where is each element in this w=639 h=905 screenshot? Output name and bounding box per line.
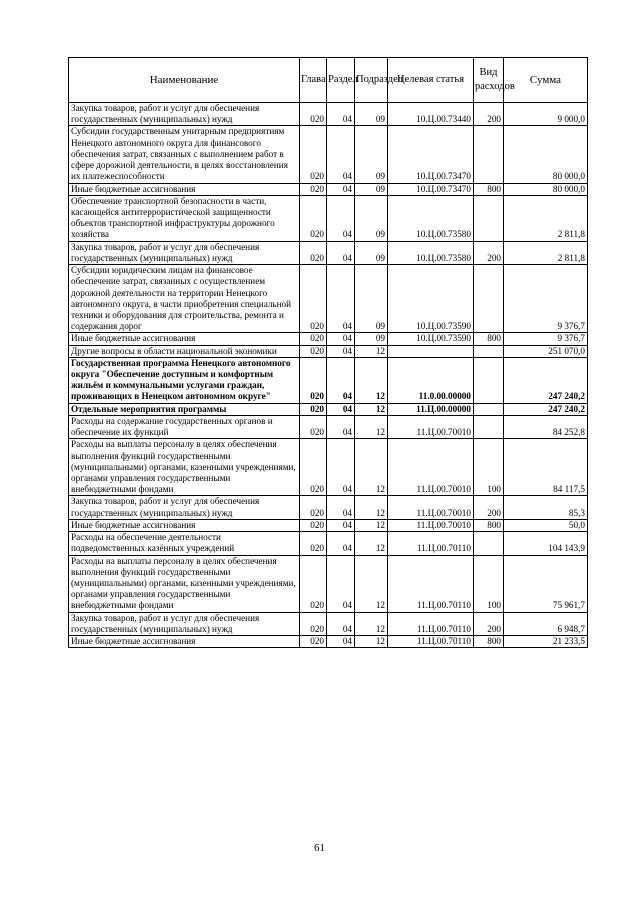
- cell-sum: 50,0: [504, 519, 588, 531]
- cell-sum: 21 233,5: [504, 636, 588, 648]
- cell-expense-type: [474, 126, 504, 183]
- cell-name: Закупка товаров, работ и услуг для обеспечения государственных (муниципальных) нужд: [69, 241, 300, 264]
- cell-expense-type: 800: [474, 636, 504, 648]
- cell-sum: 84 252,8: [504, 415, 588, 438]
- cell-chapter: 020: [300, 195, 327, 241]
- cell-sum: 85,3: [504, 496, 588, 519]
- cell-sum: 9 376,7: [504, 265, 588, 333]
- cell-name: Государственная программа Ненецкого автономного округа "Обеспечение доступным и комфортным жильём и коммунальными услугами граждан, проживающих в Ненецком автономном округе": [69, 357, 300, 403]
- cell-name: Закупка товаров, работ и услуг для обеспечения государственных (муниципальных) нужд: [69, 496, 300, 519]
- cell-name: Иные бюджетные ассигнования: [69, 636, 300, 648]
- table-row: [69, 403, 588, 415]
- cell-target: [388, 345, 474, 357]
- cell-chapter: 020: [300, 415, 327, 438]
- cell-chapter: 020: [300, 126, 327, 183]
- cell-target: 11.Ц.00.70010: [388, 496, 474, 519]
- cell-target: 10.Ц.00.73590: [388, 333, 474, 345]
- table-row: [69, 519, 588, 531]
- cell-chapter: 020: [300, 519, 327, 531]
- cell-expense-type: 200: [474, 103, 504, 126]
- cell-sum: 104 143,9: [504, 532, 588, 555]
- cell-section: 04: [327, 439, 355, 496]
- cell-expense-type: 200: [474, 241, 504, 264]
- cell-sum: 75 961,7: [504, 555, 588, 612]
- cell-chapter: 020: [300, 265, 327, 333]
- cell-subsection: 09: [355, 241, 388, 264]
- cell-target: 11.Ц.00.70110: [388, 612, 474, 635]
- cell-expense-type: [474, 532, 504, 555]
- table-row: [69, 195, 588, 241]
- cell-section: 04: [327, 636, 355, 648]
- cell-subsection: 12: [355, 555, 388, 612]
- cell-sum: 80 000,0: [504, 126, 588, 183]
- cell-sum: 2 811,8: [504, 241, 588, 264]
- cell-section: 04: [327, 103, 355, 126]
- cell-target: 11.0.00.00000: [388, 357, 474, 403]
- cell-section: 04: [327, 126, 355, 183]
- header-chapter: Глава: [300, 58, 327, 103]
- cell-target: 10.Ц.00.73470: [388, 126, 474, 183]
- table-header-row: [69, 58, 588, 103]
- cell-section: 04: [327, 532, 355, 555]
- cell-chapter: 020: [300, 403, 327, 415]
- cell-chapter: 020: [300, 636, 327, 648]
- cell-expense-type: 800: [474, 519, 504, 531]
- cell-name: Субсидии государственным унитарным предприятиям Ненецкого автономного округа для финансового обеспечения затрат, связанных с выполнением работ в сфере дорожной деятельности, в целях восстановления их платежеспособности: [69, 126, 300, 183]
- cell-target: 11.Ц.00.70010: [388, 415, 474, 438]
- table-row: [69, 496, 588, 519]
- header-sum: Сумма: [504, 58, 588, 103]
- cell-sum: 9 000,0: [504, 103, 588, 126]
- cell-subsection: 09: [355, 183, 388, 195]
- cell-expense-type: 200: [474, 496, 504, 519]
- cell-chapter: 020: [300, 496, 327, 519]
- table-row: [69, 636, 588, 648]
- cell-section: 04: [327, 265, 355, 333]
- cell-name: Закупка товаров, работ и услуг для обеспечения государственных (муниципальных) нужд: [69, 103, 300, 126]
- table-row: [69, 555, 588, 612]
- cell-subsection: 12: [355, 357, 388, 403]
- cell-subsection: 12: [355, 612, 388, 635]
- cell-sum: 9 376,7: [504, 333, 588, 345]
- table-row: [69, 439, 588, 496]
- table-row: [69, 345, 588, 357]
- cell-expense-type: [474, 345, 504, 357]
- cell-sum: 247 240,2: [504, 403, 588, 415]
- cell-name: Закупка товаров, работ и услуг для обеспечения государственных (муниципальных) нужд: [69, 612, 300, 635]
- cell-subsection: 09: [355, 265, 388, 333]
- header-expense-type: Вид расходов: [474, 58, 504, 103]
- cell-subsection: 09: [355, 103, 388, 126]
- cell-name: Иные бюджетные ассигнования: [69, 333, 300, 345]
- cell-expense-type: 800: [474, 333, 504, 345]
- table-row: [69, 103, 588, 126]
- cell-target: 10.Ц.00.73580: [388, 195, 474, 241]
- cell-expense-type: [474, 195, 504, 241]
- cell-chapter: 020: [300, 345, 327, 357]
- header-name: Наименование: [69, 58, 300, 103]
- cell-chapter: 020: [300, 241, 327, 264]
- cell-name: Другие вопросы в области национальной экономики: [69, 345, 300, 357]
- cell-target: 11.Ц.00.70110: [388, 555, 474, 612]
- cell-expense-type: [474, 403, 504, 415]
- page-number: 61: [314, 842, 325, 854]
- cell-sum: 80 000,0: [504, 183, 588, 195]
- cell-name: Иные бюджетные ассигнования: [69, 183, 300, 195]
- table-body: [69, 103, 588, 648]
- cell-sum: 251 070,0: [504, 345, 588, 357]
- cell-expense-type: [474, 357, 504, 403]
- cell-subsection: 12: [355, 403, 388, 415]
- table-row: [69, 126, 588, 183]
- cell-chapter: 020: [300, 532, 327, 555]
- cell-expense-type: 100: [474, 439, 504, 496]
- cell-subsection: 12: [355, 345, 388, 357]
- cell-section: 04: [327, 555, 355, 612]
- table-row: [69, 333, 588, 345]
- cell-name: Отдельные мероприятия программы: [69, 403, 300, 415]
- cell-subsection: 12: [355, 439, 388, 496]
- table-row: [69, 415, 588, 438]
- header-section: Раздел: [327, 58, 355, 103]
- cell-name: Расходы на выплаты персоналу в целях обеспечения выполнения функций государственными (муниципальными) органами, казенными учреждениями, органами управления государственными внебюджетными фондами: [69, 555, 300, 612]
- cell-target: 11.Ц.00.70110: [388, 636, 474, 648]
- cell-section: 04: [327, 241, 355, 264]
- cell-target: 10.Ц.00.73590: [388, 265, 474, 333]
- cell-sum: 2 811,8: [504, 195, 588, 241]
- budget-table: [68, 57, 588, 648]
- cell-subsection: 09: [355, 126, 388, 183]
- cell-name: Расходы на содержание государственных органов и обеспечение их функций: [69, 415, 300, 438]
- cell-chapter: 020: [300, 439, 327, 496]
- cell-target: 11.Ц.00.70110: [388, 532, 474, 555]
- cell-expense-type: 200: [474, 612, 504, 635]
- cell-subsection: 12: [355, 532, 388, 555]
- cell-name: Обеспечение транспортной безопасности в части, касающейся антитеррористической защищенности объектов транспортной инфраструктуры дорожного хозяйства: [69, 195, 300, 241]
- cell-subsection: 09: [355, 195, 388, 241]
- cell-subsection: 12: [355, 519, 388, 531]
- cell-section: 04: [327, 612, 355, 635]
- cell-target: 10.Ц.00.73440: [388, 103, 474, 126]
- table-row: [69, 241, 588, 264]
- cell-subsection: 12: [355, 415, 388, 438]
- cell-target: 11.Ц.00.00000: [388, 403, 474, 415]
- cell-section: 04: [327, 415, 355, 438]
- cell-section: 04: [327, 403, 355, 415]
- cell-section: 04: [327, 333, 355, 345]
- table-row: [69, 265, 588, 333]
- cell-chapter: 020: [300, 357, 327, 403]
- cell-name: Субсидии юридическим лицам на финансовое обеспечение затрат, связанных с осуществлением дорожной деятельности на территории Ненецкого автономного округа, в части приобретения специальной техники и оборудования для строительства, ремонта и содержания дорог: [69, 265, 300, 333]
- cell-section: 04: [327, 345, 355, 357]
- cell-chapter: 020: [300, 103, 327, 126]
- cell-sum: 84 117,5: [504, 439, 588, 496]
- cell-target: 10.Ц.00.73470: [388, 183, 474, 195]
- cell-sum: 6 948,7: [504, 612, 588, 635]
- cell-chapter: 020: [300, 612, 327, 635]
- cell-section: 04: [327, 357, 355, 403]
- cell-target: 11.Ц.00.70010: [388, 519, 474, 531]
- cell-sum: 247 240,2: [504, 357, 588, 403]
- cell-chapter: 020: [300, 555, 327, 612]
- cell-target: 11.Ц.00.70010: [388, 439, 474, 496]
- cell-section: 04: [327, 183, 355, 195]
- cell-section: 04: [327, 195, 355, 241]
- table-row: [69, 532, 588, 555]
- cell-expense-type: 800: [474, 183, 504, 195]
- cell-target: 10.Ц.00.73580: [388, 241, 474, 264]
- header-target: Целевая статья: [388, 58, 474, 103]
- cell-subsection: 12: [355, 636, 388, 648]
- table-row: [69, 612, 588, 635]
- cell-section: 04: [327, 519, 355, 531]
- header-subsection: Подраздел: [355, 58, 388, 103]
- table-row: [69, 357, 588, 403]
- cell-expense-type: [474, 415, 504, 438]
- cell-expense-type: 100: [474, 555, 504, 612]
- cell-name: Расходы на обеспечение деятельности подведомственных казённых учреждений: [69, 532, 300, 555]
- cell-name: Иные бюджетные ассигнования: [69, 519, 300, 531]
- cell-chapter: 020: [300, 333, 327, 345]
- cell-chapter: 020: [300, 183, 327, 195]
- table-row: [69, 183, 588, 195]
- cell-subsection: 12: [355, 496, 388, 519]
- cell-expense-type: [474, 265, 504, 333]
- cell-section: 04: [327, 496, 355, 519]
- cell-subsection: 09: [355, 333, 388, 345]
- cell-name: Расходы на выплаты персоналу в целях обеспечения выполнения функций государственными (муниципальными) органами, казенными учреждениями, органами управления государственными внебюджетными фондами: [69, 439, 300, 496]
